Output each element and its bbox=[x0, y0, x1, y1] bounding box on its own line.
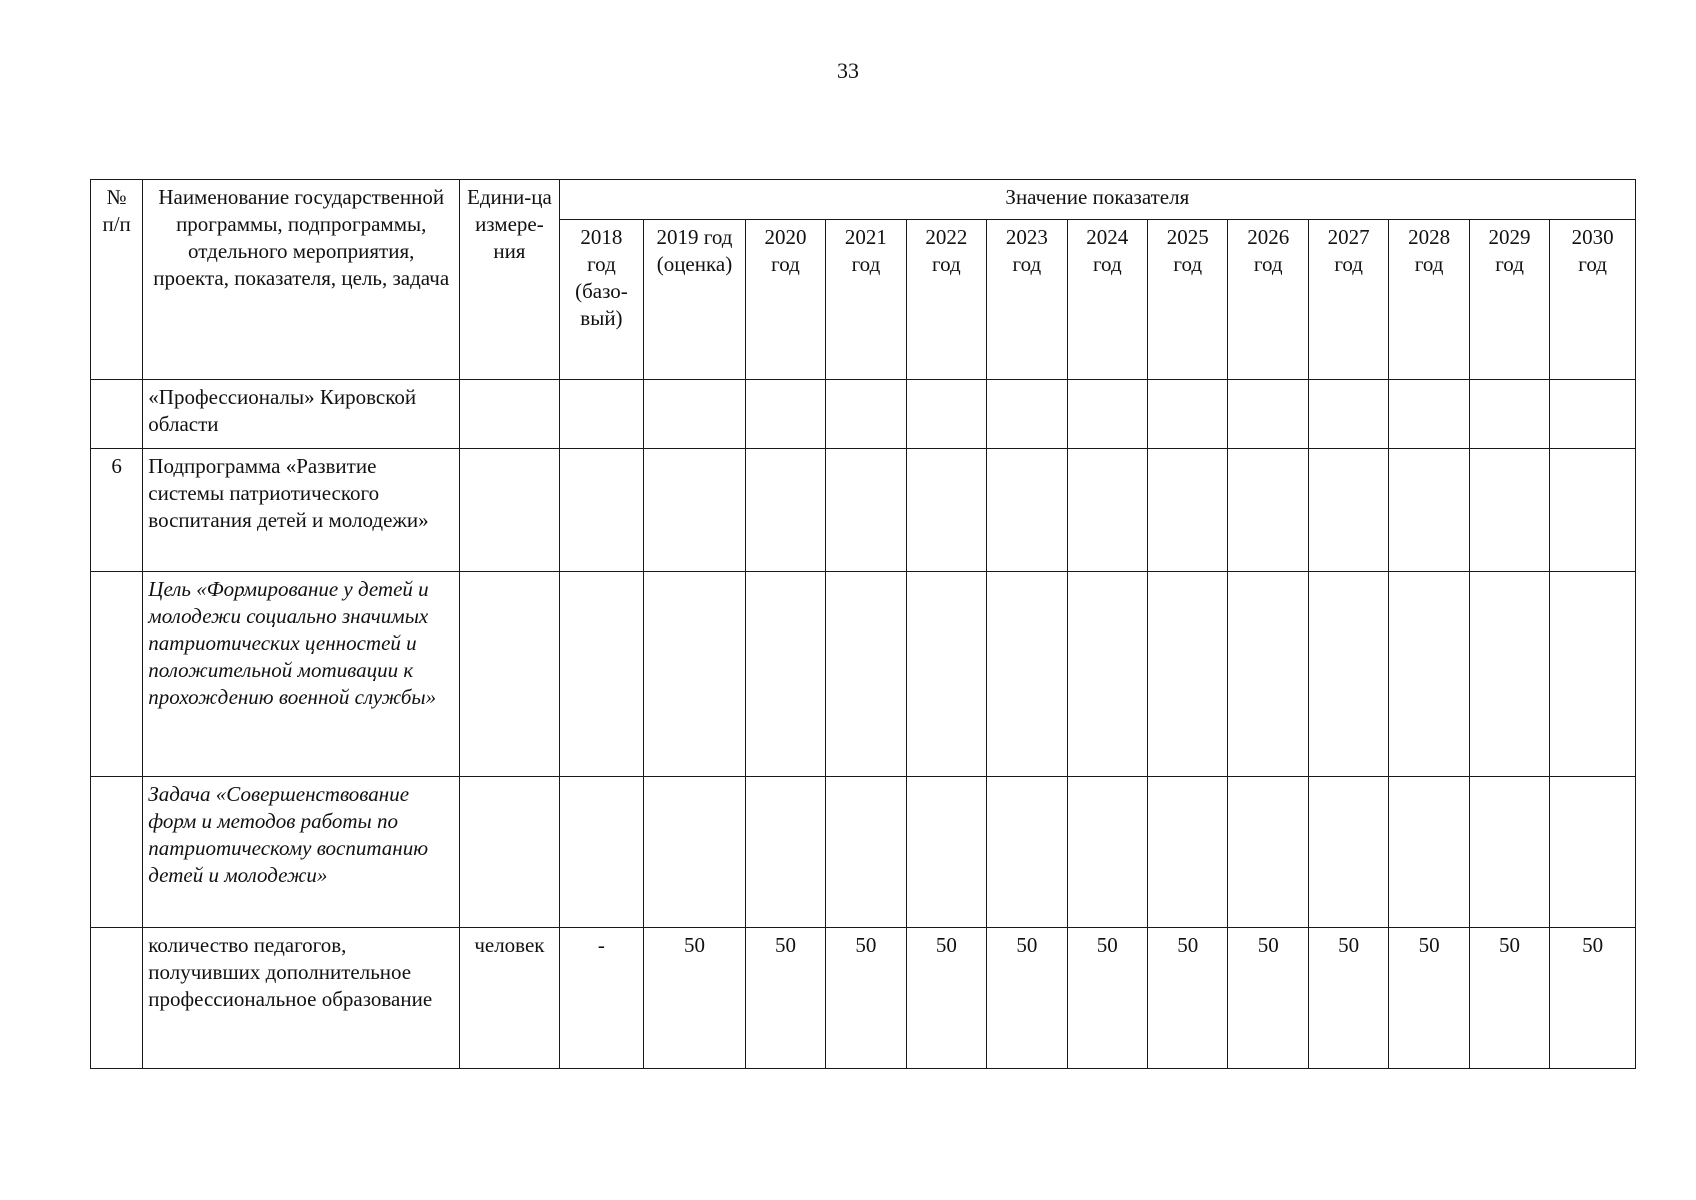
row-value bbox=[987, 777, 1067, 928]
row-value bbox=[1389, 449, 1469, 572]
row-value: 50 bbox=[1228, 928, 1308, 1069]
row-value bbox=[745, 777, 825, 928]
row-value bbox=[1469, 777, 1549, 928]
row-value bbox=[745, 449, 825, 572]
table-header bbox=[91, 180, 1636, 380]
row-value bbox=[644, 777, 746, 928]
row-number bbox=[91, 572, 143, 777]
row-value bbox=[987, 572, 1067, 777]
row-value bbox=[745, 572, 825, 777]
header-year: 2018 год (базо-вый) bbox=[559, 220, 643, 380]
table-row bbox=[91, 380, 1636, 449]
row-value bbox=[1469, 449, 1549, 572]
row-value bbox=[1228, 380, 1308, 449]
row-value: 50 bbox=[1308, 928, 1388, 1069]
row-value bbox=[1389, 777, 1469, 928]
row-name: «Профессионалы» Кировской области bbox=[143, 380, 460, 449]
row-value: 50 bbox=[1067, 928, 1147, 1069]
header-year: 2026 год bbox=[1228, 220, 1308, 380]
row-value bbox=[826, 777, 906, 928]
header-num: № п/п bbox=[91, 180, 143, 380]
row-value bbox=[1550, 380, 1636, 449]
row-unit bbox=[460, 777, 560, 928]
row-value bbox=[1148, 572, 1228, 777]
row-unit: человек bbox=[460, 928, 560, 1069]
row-name: количество педагогов, получивших дополнительное профессиональное образование bbox=[143, 928, 460, 1069]
row-value bbox=[559, 449, 643, 572]
row-value bbox=[1308, 380, 1388, 449]
row-value bbox=[1469, 572, 1549, 777]
row-unit bbox=[460, 572, 560, 777]
row-value bbox=[1228, 777, 1308, 928]
row-value bbox=[1308, 777, 1388, 928]
header-year: 2030 год bbox=[1550, 220, 1636, 380]
page-number: 33 bbox=[837, 58, 859, 83]
header-year: 2019 год (оценка) bbox=[644, 220, 746, 380]
row-value bbox=[1469, 380, 1549, 449]
row-number bbox=[91, 380, 143, 449]
row-value bbox=[644, 380, 746, 449]
row-value bbox=[1148, 449, 1228, 572]
row-value bbox=[826, 380, 906, 449]
header-name: Наименование государственной программы, подпрограммы, отдельного мероприятия, проекта, показателя, цель, задача bbox=[143, 180, 460, 380]
table-row bbox=[91, 572, 1636, 777]
row-value bbox=[644, 572, 746, 777]
row-number: 6 bbox=[91, 449, 143, 572]
row-value bbox=[826, 449, 906, 572]
row-value: 50 bbox=[745, 928, 825, 1069]
row-value bbox=[559, 380, 643, 449]
row-value bbox=[1389, 572, 1469, 777]
row-value bbox=[987, 380, 1067, 449]
row-value: - bbox=[559, 928, 643, 1069]
header-year: 2022 год bbox=[906, 220, 986, 380]
row-value bbox=[1067, 380, 1147, 449]
row-value: 50 bbox=[644, 928, 746, 1069]
header-year: 2025 год bbox=[1148, 220, 1228, 380]
row-value: 50 bbox=[906, 928, 986, 1069]
header-year: 2021 год bbox=[826, 220, 906, 380]
indicators-table bbox=[90, 179, 1636, 1069]
row-value bbox=[987, 449, 1067, 572]
row-value bbox=[1228, 572, 1308, 777]
row-value bbox=[826, 572, 906, 777]
row-value: 50 bbox=[1148, 928, 1228, 1069]
row-value bbox=[1550, 777, 1636, 928]
table-body bbox=[91, 380, 1636, 1069]
row-unit bbox=[460, 380, 560, 449]
row-value: 50 bbox=[1550, 928, 1636, 1069]
row-value bbox=[1067, 777, 1147, 928]
row-number bbox=[91, 928, 143, 1069]
row-value: 50 bbox=[987, 928, 1067, 1069]
row-name: Цель «Формирование у детей и молодежи социально значимых патриотических ценностей и положительной мотивации к прохождению военной службы» bbox=[143, 572, 460, 777]
row-value bbox=[906, 777, 986, 928]
header-unit: Едини-ца измере-ния bbox=[460, 180, 560, 380]
row-value: 50 bbox=[1389, 928, 1469, 1069]
row-number bbox=[91, 777, 143, 928]
header-year: 2028 год bbox=[1389, 220, 1469, 380]
row-value bbox=[906, 380, 986, 449]
table-row bbox=[91, 928, 1636, 1069]
row-value bbox=[1389, 380, 1469, 449]
header-year: 2024 год bbox=[1067, 220, 1147, 380]
row-value bbox=[1148, 380, 1228, 449]
row-value bbox=[1228, 449, 1308, 572]
header-year: 2023 год bbox=[987, 220, 1067, 380]
row-value bbox=[1067, 572, 1147, 777]
header-values-group: Значение показателя bbox=[559, 180, 1635, 220]
row-value bbox=[1550, 572, 1636, 777]
row-value bbox=[1308, 449, 1388, 572]
row-name: Задача «Совершенствование форм и методов работы по патриотическому воспитанию детей и молодежи» bbox=[143, 777, 460, 928]
row-name: Подпрограмма «Развитие системы патриотического воспитания детей и молодежи» bbox=[143, 449, 460, 572]
row-value bbox=[559, 777, 643, 928]
row-unit bbox=[460, 449, 560, 572]
row-value bbox=[906, 449, 986, 572]
row-value bbox=[745, 380, 825, 449]
row-value: 50 bbox=[826, 928, 906, 1069]
table-row bbox=[91, 449, 1636, 572]
row-value bbox=[1148, 777, 1228, 928]
row-value: 50 bbox=[1469, 928, 1549, 1069]
header-year: 2029 год bbox=[1469, 220, 1549, 380]
table-row bbox=[91, 777, 1636, 928]
row-value bbox=[1550, 449, 1636, 572]
header-year: 2020 год bbox=[745, 220, 825, 380]
row-value bbox=[644, 449, 746, 572]
header-year: 2027 год bbox=[1308, 220, 1388, 380]
row-value bbox=[1308, 572, 1388, 777]
row-value bbox=[559, 572, 643, 777]
row-value bbox=[1067, 449, 1147, 572]
row-value bbox=[906, 572, 986, 777]
